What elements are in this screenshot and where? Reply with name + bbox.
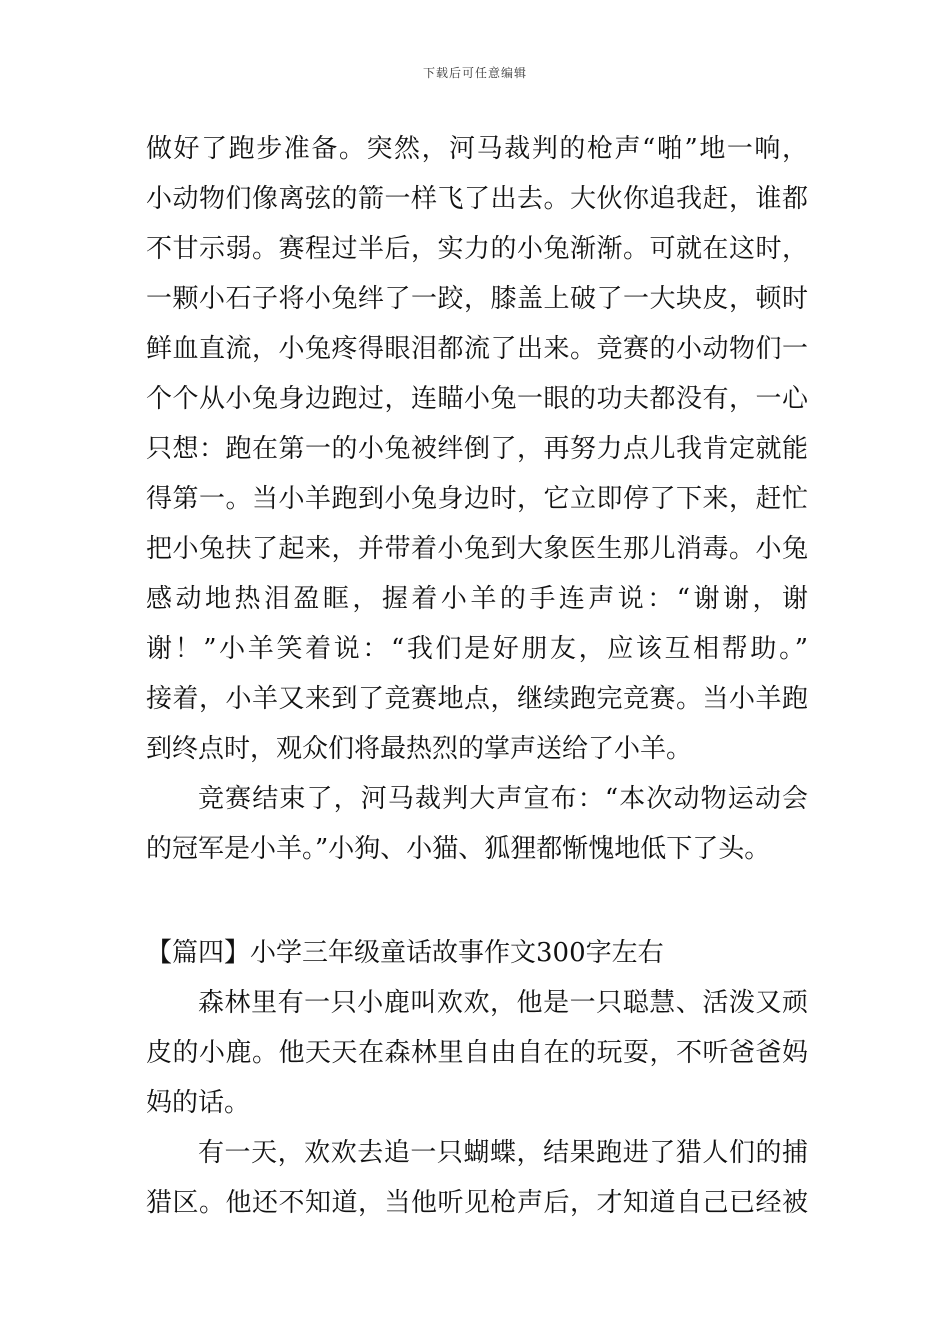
text-line: 皮的小鹿。他天天在森林里自由自在的玩耍，不听爸爸妈	[146, 1038, 808, 1068]
text-line: 一颗小石子将小兔绊了一跤，膝盖上破了一大块皮，顿时	[146, 284, 808, 314]
text-line: 竞赛结束了，河马裁判大声宣布：“本次动物运动会	[198, 784, 808, 814]
text-line: 只想：跑在第一的小兔被绊倒了，再努力点儿我肯定就能	[146, 434, 808, 464]
document-body	[146, 124, 808, 1228]
text-line: 个个从小兔身边跑过，连瞄小兔一眼的功夫都没有，一心	[146, 384, 808, 414]
paragraph	[146, 1128, 808, 1228]
section-heading: 【篇四】小学三年级童话故事作文300字左右	[146, 938, 664, 968]
text-line: 妈的话。	[146, 1088, 251, 1118]
text-line: 猎区。他还不知道，当他听见枪声后，才知道自己已经被	[146, 1188, 808, 1218]
text-line: 得第一。当小羊跑到小兔身边时，它立即停了下来，赶忙	[146, 484, 808, 514]
text-line: 的冠军是小羊。”小狗、小猫、狐狸都惭愧地低下了头。	[146, 834, 771, 864]
text-line: 有一天，欢欢去追一只蝴蝶，结果跑进了猎人们的捕	[198, 1138, 808, 1168]
text-line: 把小兔扶了起来，并带着小兔到大象医生那儿消毒。小兔	[146, 534, 808, 564]
text-line: 感动地热泪盈眶，握着小羊的手连声说：“谢谢，谢	[146, 584, 808, 614]
paragraph	[146, 124, 808, 774]
paragraph	[146, 978, 808, 1128]
paragraph	[146, 774, 808, 874]
text-line: 不甘示弱。赛程过半后，实力的小兔渐渐。可就在这时，	[146, 234, 808, 264]
text-line: 谢！”小羊笑着说：“我们是好朋友，应该互相帮助。”	[146, 634, 808, 664]
text-line: 鲜血直流，小兔疼得眼泪都流了出来。竞赛的小动物们一	[146, 334, 808, 364]
text-line: 接着，小羊又来到了竞赛地点，继续跑完竞赛。当小羊跑	[146, 684, 808, 714]
section-spacer	[146, 874, 808, 928]
text-line: 到终点时，观众们将最热烈的掌声送给了小羊。	[146, 734, 693, 764]
page-header: 下载后可任意编辑	[422, 66, 527, 80]
text-line: 做好了跑步准备。突然，河马裁判的枪声“啪”地一响，	[146, 134, 808, 164]
text-line: 森林里有一只小鹿叫欢欢，他是一只聪慧、活泼又顽	[198, 988, 808, 1018]
text-line: 小动物们像离弦的箭一样飞了出去。大伙你追我赶，谁都	[146, 184, 808, 214]
